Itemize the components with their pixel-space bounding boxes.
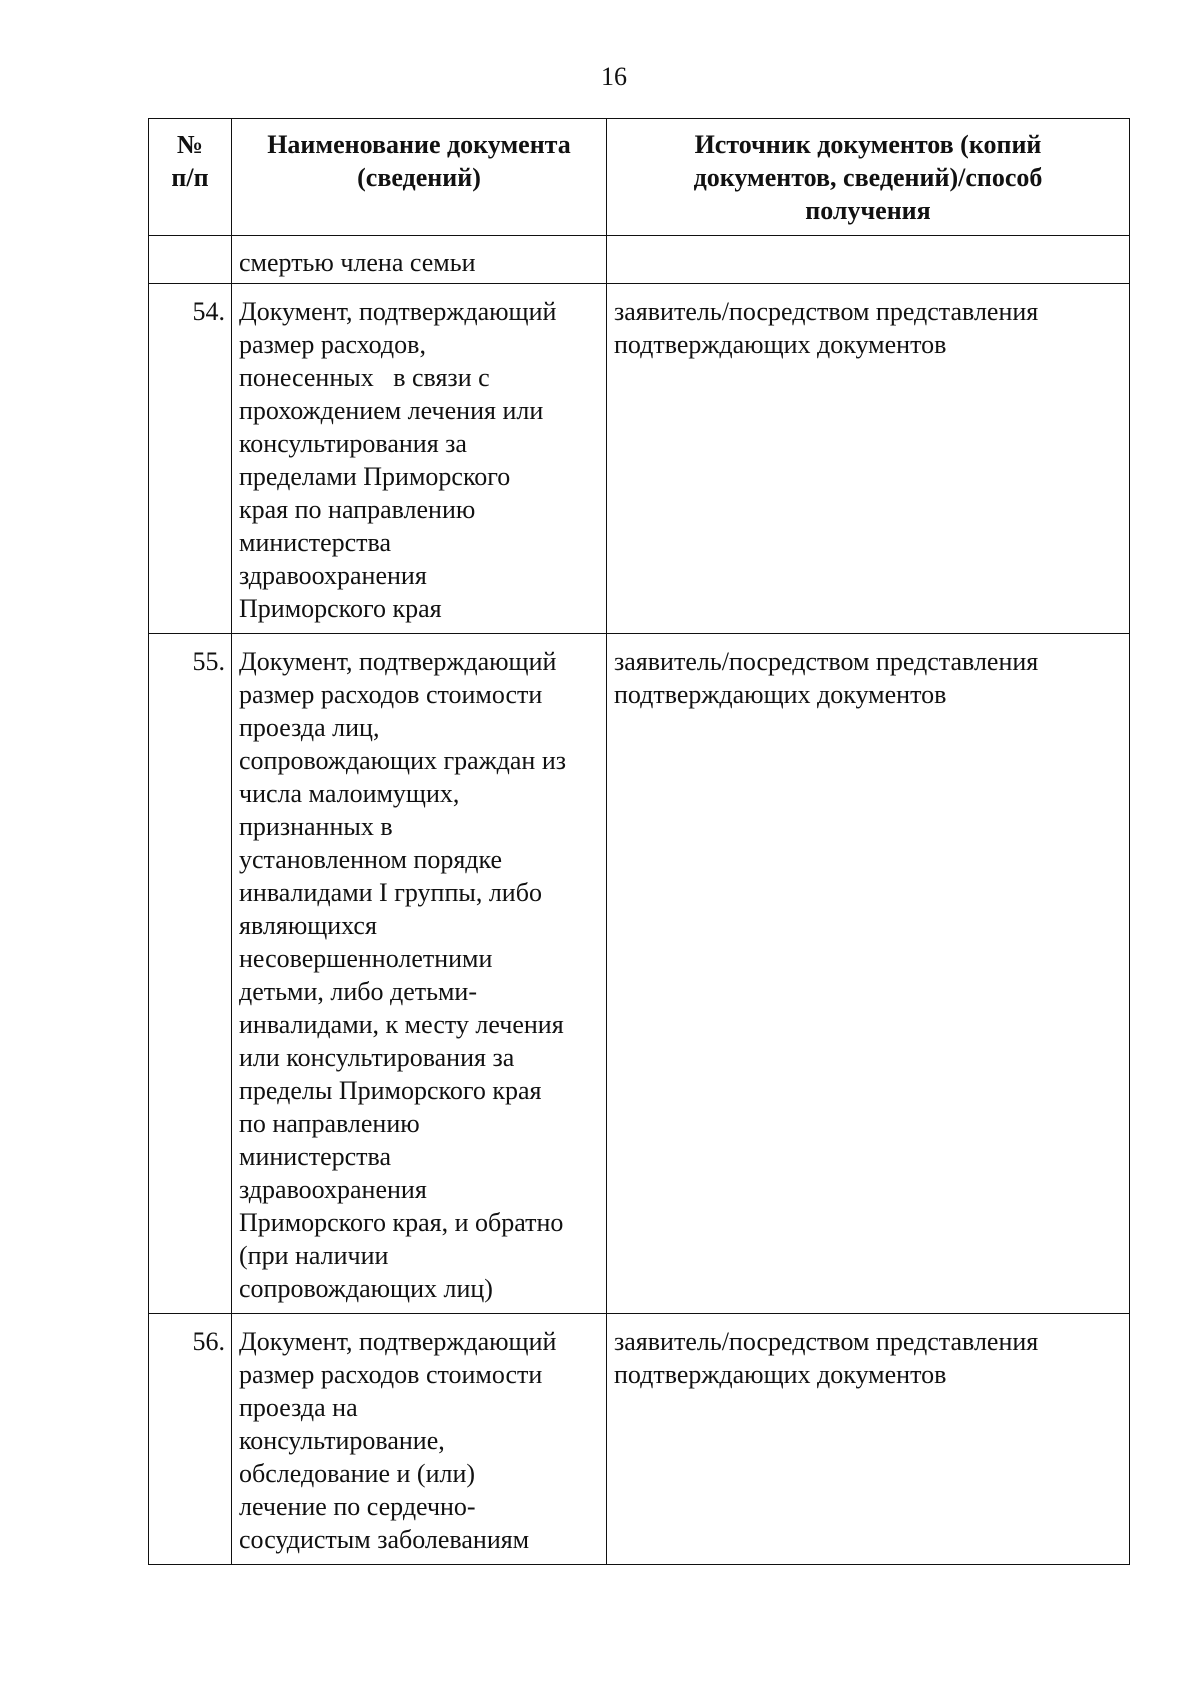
document-name-line: смертью члена семьи [239, 248, 476, 277]
header-text: п/п [171, 163, 209, 192]
document-name-line: по направлению [239, 1109, 420, 1138]
document-name-line: пределы Приморского края [239, 1076, 542, 1105]
document-name-line: края по направлению [239, 495, 476, 524]
row-number-cell [149, 236, 232, 284]
document-name-line: или консультирования за [239, 1043, 515, 1072]
document-name-line: размер расходов стоимости [239, 1360, 543, 1389]
row-number-cell: 54. [149, 284, 232, 634]
header-source-column [607, 119, 1130, 236]
document-name-line: пределами Приморского [239, 462, 511, 491]
document-name-line: Документ, подтверждающий [239, 1327, 557, 1356]
source-cell [607, 1314, 1130, 1565]
document-name-line: министерства [239, 1142, 392, 1171]
source-line: заявитель/посредством представления [614, 647, 1039, 676]
document-name-line: понесенных в связи с [239, 363, 490, 392]
document-name-line: Документ, подтверждающий [239, 647, 557, 676]
document-name-line: инвалидами I группы, либо [239, 878, 542, 907]
document-name-line: консультирования за [239, 429, 467, 458]
document-name-line: сосудистым заболеваниям [239, 1525, 530, 1554]
document-name-line: установленном порядке [239, 845, 503, 874]
header-document-name-column [232, 119, 607, 236]
document-name-line: здравоохранения [239, 1175, 427, 1204]
header-text: документов, сведений)/способ [693, 163, 1043, 192]
document-name-line: лечение по сердечно- [239, 1492, 476, 1521]
table-row-55 [149, 634, 1130, 1314]
source-cell [607, 634, 1130, 1314]
document-name-line: Документ, подтверждающий [239, 297, 557, 326]
document-name-line: являющихся [239, 911, 377, 940]
document-name-line: размер расходов стоимости [239, 680, 543, 709]
document-name-line: Приморского края [239, 594, 442, 623]
header-text: Источник документов (копий [694, 130, 1042, 159]
document-name-line: размер расходов, [239, 330, 426, 359]
source-cell [607, 284, 1130, 634]
header-text: № [176, 130, 204, 159]
table-row-56 [149, 1314, 1130, 1565]
document-name-line: прохождением лечения или [239, 396, 544, 425]
table-row-54 [149, 284, 1130, 634]
header-text: Наименование документа [267, 130, 571, 159]
table-row-continuation [149, 236, 1130, 284]
document-name-line: обследование и (или) [239, 1459, 476, 1488]
source-line: подтверждающих документов [614, 330, 947, 359]
header-number-column [149, 119, 232, 236]
document-name-line: Приморского края, и обратно [239, 1208, 564, 1237]
document-name-cell [232, 1314, 607, 1565]
document-name-line: признанных в [239, 812, 393, 841]
page-number: 16 [601, 62, 627, 91]
header-text: (сведений) [357, 163, 481, 192]
source-cell [607, 236, 1130, 284]
document-name-line: министерства [239, 528, 392, 557]
documents-table [148, 118, 1130, 1565]
row-number-cell: 55. [149, 634, 232, 1314]
document-name-line: здравоохранения [239, 561, 427, 590]
source-line: заявитель/посредством представления [614, 297, 1039, 326]
document-name-cell [232, 634, 607, 1314]
table-header-row [149, 119, 1130, 236]
document-name-line: сопровождающих лиц) [239, 1274, 493, 1303]
document-name-line: консультирование, [239, 1426, 445, 1455]
row-number-cell: 56. [149, 1314, 232, 1565]
document-name-line: числа малоимущих, [239, 779, 460, 808]
source-line: подтверждающих документов [614, 1360, 947, 1389]
document-name-line: (при наличии [239, 1241, 389, 1270]
document-name-line: проезда лиц, [239, 713, 380, 742]
document-name-line: инвалидами, к месту лечения [239, 1010, 564, 1039]
document-name-cell [232, 284, 607, 634]
document-name-cell [232, 236, 607, 284]
document-name-line: детьми, либо детьми- [239, 977, 477, 1006]
source-line: подтверждающих документов [614, 680, 947, 709]
source-line: заявитель/посредством представления [614, 1327, 1039, 1356]
document-name-line: несовершеннолетними [239, 944, 493, 973]
header-text: получения [805, 196, 931, 225]
document-name-line: сопровождающих граждан из [239, 746, 567, 775]
document-name-line: проезда на [239, 1393, 358, 1422]
